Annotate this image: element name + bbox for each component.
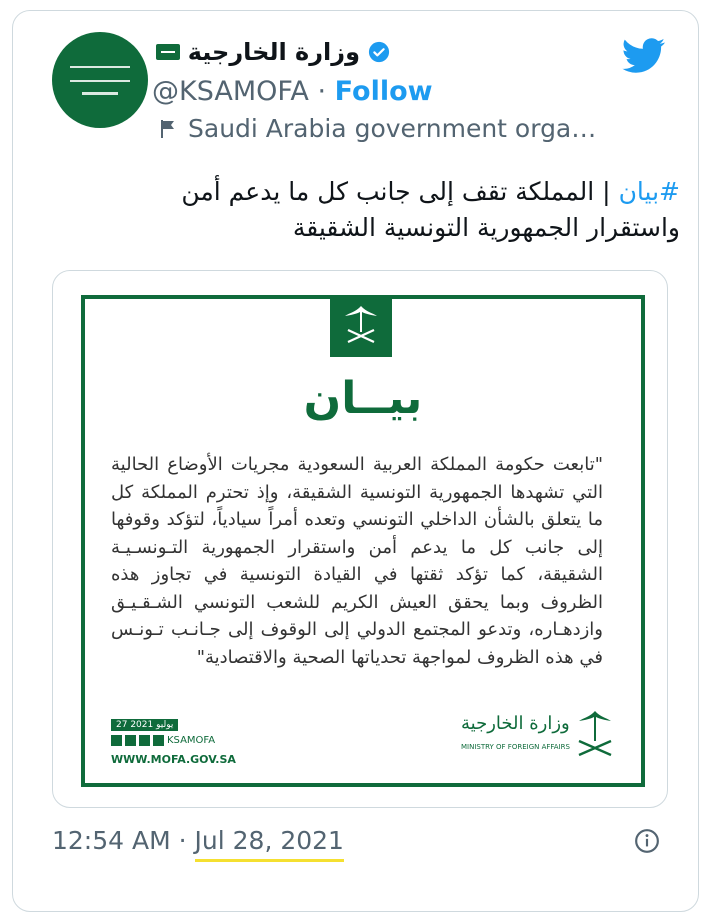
palm-swords-icon: [341, 302, 381, 350]
avatar[interactable]: [52, 32, 148, 128]
youtube-icon: [111, 735, 122, 746]
tweet-footer: [52, 826, 344, 855]
info-icon[interactable]: [634, 828, 660, 854]
avatar-sword-mark: [82, 92, 118, 95]
tweet-time[interactable]: 12:54 AM: [52, 826, 171, 855]
government-label-row[interactable]: [160, 114, 596, 143]
avatar-script-mark: [70, 66, 130, 82]
flag-icon: [160, 119, 176, 139]
statement-title: بيــان: [303, 373, 423, 424]
account-name[interactable]: وزارة الخارجية: [187, 38, 360, 66]
account-name-row: [156, 38, 390, 66]
government-label: Saudi Arabia government orga…: [188, 114, 597, 143]
website-text: WWW.MOFA.GOV.SA: [111, 753, 236, 766]
ministry-logo-arabic: وزارة الخارجية: [461, 713, 570, 734]
saudi-flag-icon: [156, 44, 180, 60]
verified-badge-icon: [368, 41, 390, 63]
tweet-date[interactable]: Jul 28, 2021: [195, 826, 344, 862]
social-icons-row: [111, 735, 215, 746]
tweet-text: [100, 174, 680, 246]
hashtag-link[interactable]: #بيان: [618, 177, 680, 206]
instagram-icon: [139, 735, 150, 746]
footer-separator: ·: [170, 826, 195, 855]
handle-row: [152, 76, 433, 107]
ministry-emblem-icon: [573, 707, 617, 763]
ministry-logo-english: MINISTRY OF FOREIGN AFFAIRS: [461, 743, 570, 751]
facebook-icon: [125, 735, 136, 746]
statement-frame: [81, 295, 645, 787]
follow-button[interactable]: Follow: [334, 76, 433, 107]
twitter-bird-icon[interactable]: [622, 38, 666, 74]
tweet-image[interactable]: [52, 270, 668, 808]
tweet-body: | المملكة تقف إلى جانب كل ما يدعم أمن واستقرار الجمهورية التونسية الشقيقة: [181, 177, 680, 242]
statement-date: 27 يوليو 2021: [111, 719, 178, 731]
handle-separator: ·: [317, 76, 327, 107]
statement-body: "تابعت حكومة المملكة العربية السعودية مجريات الأوضاع الحالية التي تشهدها الجمهورية التونسية الشقيقة، وإذ تحترم المملكة كل ما يتعلق بالشأن الداخلي التونسي وتعده أمراً سيادياً، لتؤكد وقوفها إلى جانب كل ما يدعم أمن واستقرار الجمهورية التـونسـيـة الشقيقة، كما تؤكد ثقتها في القيادة التونسية في تجاوز هذه الظروف وبما يحقق العيش الكريم للشعب التونسي الشـقـيـق وازدهـاره، وتدعو المجتمع الدولي إلى الوقوف إلى جـانـب تـونـس في هذه الظروف لمواجهة تحدياتها الصحية والاقتصادية": [111, 454, 603, 668]
account-handle[interactable]: @KSAMOFA: [152, 76, 309, 107]
social-handle: KSAMOFA: [167, 735, 216, 746]
twitter-icon: [153, 735, 164, 746]
emblem-box: [330, 295, 392, 357]
